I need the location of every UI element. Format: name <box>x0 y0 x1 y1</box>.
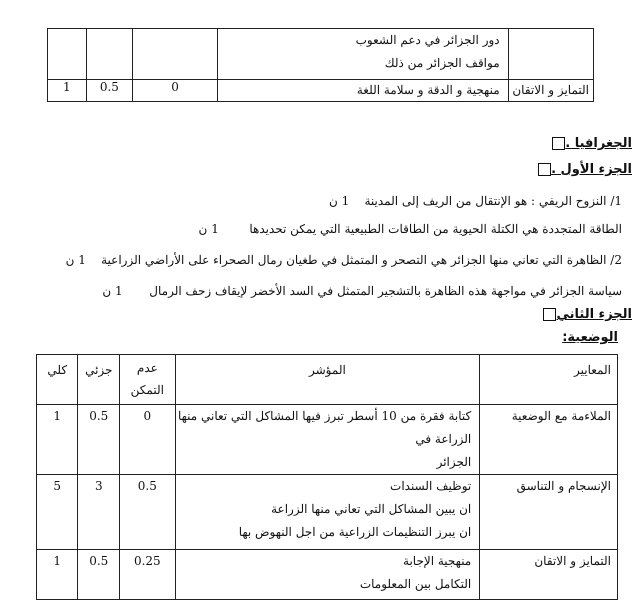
header-indicator: المؤشر <box>175 355 480 405</box>
none-cell <box>133 29 218 80</box>
answer-line: سياسة الجزائر في مواجهة هذه الظاهرة بالتشجير المتمثل في السد الأخضر لإيقاف زحف الرمال 1 ن <box>102 284 622 298</box>
partial-cell: 0.5 <box>86 80 133 102</box>
checkbox-icon <box>543 308 556 321</box>
indicator-line: توظيف السندات <box>390 479 472 493</box>
indicator-cell <box>218 29 509 80</box>
indicator-cell <box>175 405 480 475</box>
header-total: كلي <box>37 355 78 405</box>
part2-title: الجزء الثاني <box>556 307 632 322</box>
indicator-line: كتابة فقرة من 10 أسطر تبرز فيها المشاكل التي تعاني منها الزراعة في <box>177 409 472 446</box>
total-cell <box>48 29 87 80</box>
indicator-cell: منهجية و الدقة و سلامة اللغة <box>218 80 509 102</box>
header-none: عدم التمكن <box>120 355 175 405</box>
total-cell: 1 <box>37 550 78 600</box>
answer-line: الطاقة المتجددة هي الكتلة الحيوية من الطاقات الطبيعية التي يمكن تحديدها 1 ن <box>198 222 622 236</box>
checkbox-icon <box>538 163 551 176</box>
none-cell: 0.5 <box>120 475 175 550</box>
header-partial: جزئي <box>78 355 120 405</box>
indicator-line: مواقف الجزائر من ذلك <box>384 56 500 70</box>
geography-heading <box>549 136 632 151</box>
score-label: 1 ن <box>102 284 123 298</box>
checkbox-icon <box>552 137 565 150</box>
score-label: 1 ن <box>198 222 219 236</box>
none-cell: 0.25 <box>120 550 175 600</box>
partial-cell: 0.5 <box>78 405 120 475</box>
answer-line: 1/ النزوح الريفي : هو الإنتقال من الريف إلى المدينة 1 ن <box>328 194 622 208</box>
criterion-cell: الملاءمة مع الوضعية <box>480 405 618 475</box>
partial-cell: 3 <box>78 475 120 550</box>
partial-cell <box>86 29 133 80</box>
indicator-line: منهجية الإجابة <box>403 554 472 568</box>
score-label: 1 ن <box>65 253 86 267</box>
situation-heading <box>562 330 618 345</box>
top-grading-table <box>47 28 594 102</box>
indicator-line: التكامل بين المعلومات <box>359 577 472 591</box>
part1-heading <box>535 162 632 177</box>
criterion-cell: الإنسجام و التناسق <box>480 475 618 550</box>
header-criteria: المعايير <box>480 355 618 405</box>
partial-cell: 0.5 <box>78 550 120 600</box>
total-cell: 1 <box>48 80 87 102</box>
answer-line: 2/ الظاهرة التي تعاني منها الجزائر هي التصحر و المتمثل في طغيان رمال الصحراء على الأراضي الزراعية 1 ن <box>65 253 622 267</box>
part2-heading <box>540 307 632 322</box>
criterion-cell <box>508 29 593 80</box>
situation-title: الوضعية: <box>562 330 618 345</box>
score-label: 1 ن <box>328 194 350 208</box>
indicator-cell <box>175 550 480 600</box>
indicator-cell <box>175 475 480 550</box>
none-cell: 0 <box>120 405 175 475</box>
indicator-line: ان يبرز التنظيمات الزراعية من اجل النهوض بها <box>238 525 472 539</box>
total-cell: 5 <box>37 475 78 550</box>
total-cell: 1 <box>37 405 78 475</box>
geography-title: الجغرافيا . <box>565 136 632 151</box>
part1-title: الجزء الأول . <box>551 162 632 177</box>
indicator-line: ان يبين المشاكل التي تعاني منها الزراعة <box>271 502 472 516</box>
criterion-cell: التمايز و الاتقان <box>508 80 593 102</box>
criterion-cell: التمايز و الاتقان <box>480 550 618 600</box>
indicator-line: الجزائر <box>436 455 472 469</box>
none-cell: 0 <box>133 80 218 102</box>
bottom-grading-table <box>36 354 618 600</box>
indicator-line: دور الجزائر في دعم الشعوب <box>355 33 500 47</box>
